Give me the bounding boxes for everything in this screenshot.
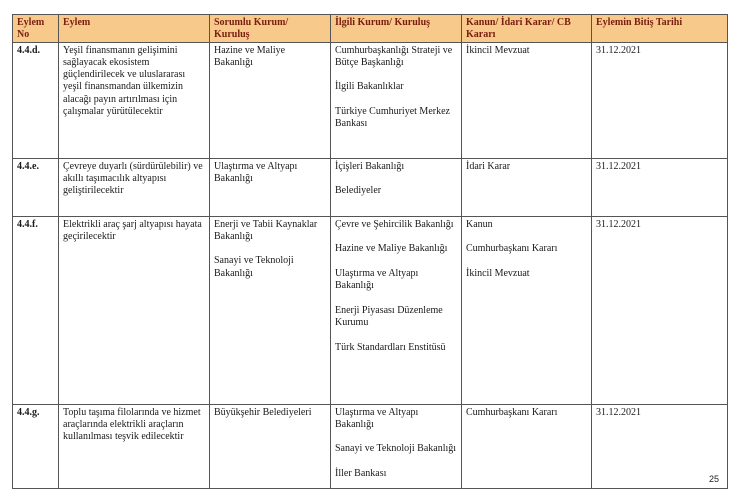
end-date-cell: 31.12.2021 [592, 158, 728, 216]
action-no-cell: 4.4.f. [13, 216, 59, 404]
action-no-cell: 4.4.d. [13, 42, 59, 158]
responsible-institution: Hazine ve Maliye Bakanlığı [214, 44, 286, 68]
responsible-cell [210, 216, 331, 404]
header-law: Kanun/ İdari Karar/ CB Kararı [462, 15, 592, 43]
law-cell [462, 216, 592, 404]
entry-gap [335, 173, 457, 185]
law-type: İkincil Mevzuat [466, 44, 530, 56]
law-cell [462, 404, 592, 488]
responsible-institution: Büyükşehir Belediyeleri [214, 406, 312, 418]
entry-gap [335, 255, 457, 267]
related-institution: Cumhurbaşkanlığı Strateji ve Bütçe Başkanlığı [335, 44, 453, 68]
responsible-institution: Sanayi ve Teknoloji Bakanlığı [214, 255, 294, 279]
related-institution: Hazine ve Maliye Bakanlığı [335, 243, 448, 255]
related-institution: Belediyeler [335, 185, 382, 197]
related-institution: Çevre ve Şehircilik Bakanlığı [335, 218, 454, 230]
end-date-cell: 31.12.2021 [592, 404, 728, 488]
entry-gap [466, 231, 587, 243]
related-institution: İlgili Bakanlıklar [335, 81, 404, 93]
law-type: İkincil Mevzuat [466, 267, 530, 279]
related-institution: İçişleri Bakanlığı [335, 160, 405, 172]
related-institution: Türk Standardları Enstitüsü [335, 341, 446, 353]
header-responsible: Sorumlu Kurum/ Kuruluş [210, 15, 331, 43]
entry-gap [335, 456, 457, 468]
responsible-institution: Enerji ve Tabii Kaynaklar Bakanlığı [214, 218, 318, 242]
end-date-cell: 31.12.2021 [592, 216, 728, 404]
related-institution: Ulaştırma ve Altyapı Bakanlığı [335, 267, 419, 292]
law-type: İdari Karar [466, 160, 511, 172]
related-institution: Enerji Piyasası Düzenleme Kurumu [335, 304, 443, 328]
action-no-cell: 4.4.g. [13, 404, 59, 488]
related-institution: Türkiye Cumhuriyet Merkez Bankası [335, 106, 450, 130]
entry-gap [214, 243, 326, 255]
table-header-row [13, 15, 728, 43]
law-type: Cumhurbaşkanı Kararı [466, 243, 558, 255]
table-row [13, 42, 728, 158]
entry-gap [335, 231, 457, 243]
entry-gap [335, 94, 457, 106]
header-end-date: Eylemin Bitiş Tarihi [592, 15, 728, 43]
responsible-cell [210, 404, 331, 488]
action-cell: Elektrikli araç şarj altyapısı hayata geçirilecektir [59, 216, 210, 404]
law-type: Kanun [466, 218, 493, 230]
action-no-cell: 4.4.e. [13, 158, 59, 216]
related-institution: Ulaştırma ve Altyapı Bakanlığı [335, 406, 419, 430]
header-action-no: Eylem No [13, 15, 59, 43]
entry-gap [466, 255, 587, 267]
action-cell: Çevreye duyarlı (sürdürülebilir) ve akıllı taşımacılık altyapısı geliştirilecektir [59, 158, 210, 216]
entry-gap [335, 431, 457, 443]
responsible-institution: Ulaştırma ve Altyapı Bakanlığı [214, 160, 298, 184]
end-date-cell: 31.12.2021 [592, 42, 728, 158]
header-related: İlgili Kurum/ Kuruluş [331, 15, 462, 43]
table-row [13, 404, 728, 488]
related-institution: Sanayi ve Teknoloji Bakanlığı [335, 443, 457, 455]
table-row [13, 158, 728, 216]
action-cell: Toplu taşıma filolarında ve hizmet araçlarında elektrikli araçların kullanılması teşvik edilecektir [59, 404, 210, 488]
action-plan-table [12, 14, 728, 489]
action-cell: Yeşil finansmanın gelişimini sağlayacak ekosistem güçlendirilecek ve uluslararası yeşil finansmandan ülkemizin alacağı payın artırılması için çalışmalar yürütülecektir [59, 42, 210, 158]
related-institution: İller Bankası [335, 468, 387, 480]
responsible-cell [210, 42, 331, 158]
entry-gap [335, 292, 457, 304]
law-cell [462, 158, 592, 216]
responsible-cell [210, 158, 331, 216]
related-cell [331, 158, 462, 216]
related-cell [331, 42, 462, 158]
related-cell [331, 404, 462, 488]
header-action: Eylem [59, 15, 210, 43]
table-row [13, 216, 728, 404]
related-cell [331, 216, 462, 404]
law-type: Cumhurbaşkanı Kararı [466, 406, 558, 418]
entry-gap [335, 329, 457, 341]
entry-gap [335, 69, 457, 81]
law-cell [462, 42, 592, 158]
page-number: 25 [708, 474, 719, 484]
